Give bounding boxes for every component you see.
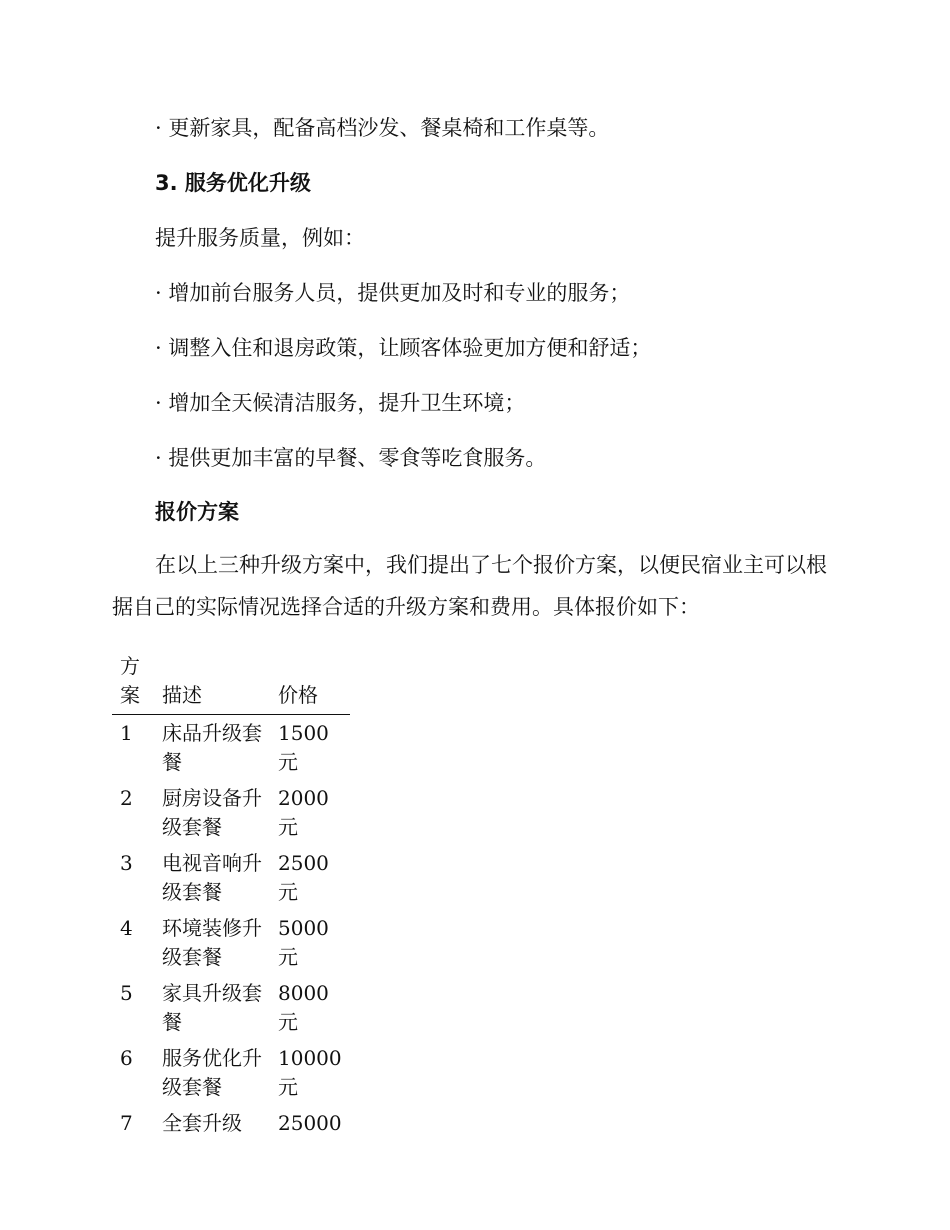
plan-price: 10000元 bbox=[278, 1046, 342, 1099]
service-item: · 调整入住和退房政策，让顾客体验更加方便和舒适； bbox=[155, 336, 652, 360]
plan-price: 5000元 bbox=[278, 916, 329, 969]
section-3-heading: 3. 服务优化升级 bbox=[155, 171, 311, 195]
header-description: 描述 bbox=[154, 648, 270, 715]
plan-number: 5 bbox=[120, 981, 133, 1005]
header-price: 价格 bbox=[270, 648, 350, 715]
table-row bbox=[112, 845, 350, 910]
plan-price: 2500元 bbox=[278, 851, 329, 904]
table-row bbox=[112, 780, 350, 845]
plan-number: 1 bbox=[120, 721, 133, 745]
plan-price: 1500元 bbox=[278, 721, 329, 774]
table-row bbox=[112, 1105, 350, 1141]
plan-number: 2 bbox=[120, 786, 133, 810]
plan-description: 床品升级套餐 bbox=[162, 721, 262, 774]
plan-number: 3 bbox=[120, 851, 133, 875]
plan-number: 6 bbox=[120, 1046, 133, 1070]
plan-description: 全套升级 bbox=[162, 1111, 242, 1135]
plan-description: 家具升级套餐 bbox=[162, 981, 262, 1034]
quote-table bbox=[112, 648, 350, 1141]
service-item: · 增加前台服务人员，提供更加及时和专业的服务； bbox=[155, 281, 631, 305]
table-row bbox=[112, 1040, 350, 1105]
plan-description: 电视音响升级套餐 bbox=[162, 851, 262, 904]
quote-heading: 报价方案 bbox=[155, 500, 239, 524]
plan-number: 7 bbox=[120, 1111, 133, 1135]
plan-description: 环境装修升级套餐 bbox=[162, 916, 262, 969]
plan-description: 服务优化升级套餐 bbox=[162, 1046, 262, 1099]
bullet-furniture: · 更新家具，配备高档沙发、餐桌椅和工作桌等。 bbox=[155, 116, 610, 140]
table-row bbox=[112, 715, 350, 781]
table-row bbox=[112, 975, 350, 1040]
service-intro: 提升服务质量，例如： bbox=[155, 226, 365, 250]
plan-description: 厨房设备升级套餐 bbox=[162, 786, 262, 839]
plan-price: 8000元 bbox=[278, 981, 329, 1034]
service-item: · 提供更加丰富的早餐、零食等吃食服务。 bbox=[155, 446, 547, 470]
plan-price: 2000元 bbox=[278, 786, 329, 839]
plan-number: 4 bbox=[120, 916, 133, 940]
service-item: · 增加全天候清洁服务，提升卫生环境； bbox=[155, 391, 526, 415]
header-plan: 方案 bbox=[112, 648, 154, 715]
table-header-row bbox=[112, 648, 350, 715]
table-row bbox=[112, 910, 350, 975]
plan-price: 25000 bbox=[278, 1111, 342, 1135]
quote-paragraph: 在以上三种升级方案中，我们提出了七个报价方案，以便民宿业主可以根据自己的实际情况选择合适的升级方案和费用。具体报价如下： bbox=[112, 553, 827, 619]
